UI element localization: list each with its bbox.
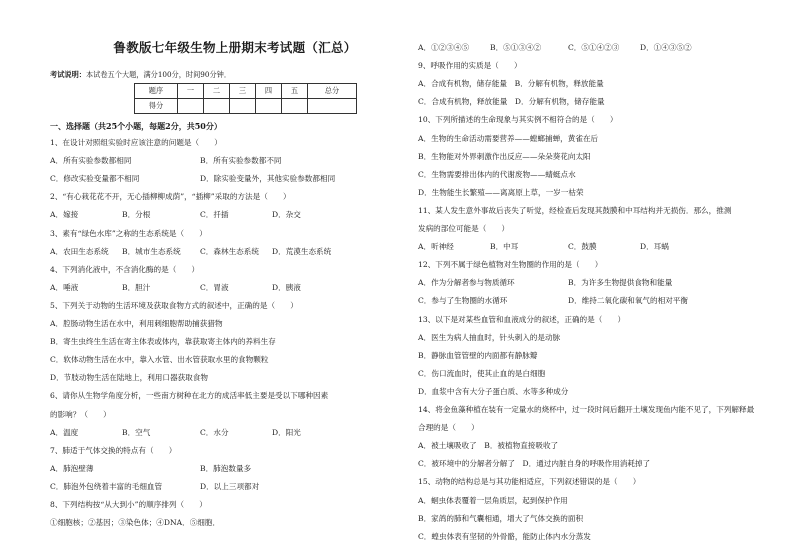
question-text: ①细胞核；②基因；③染色体；④DNA．⑤细胞． [50, 518, 221, 528]
answer-option[interactable]: B．为许多生物提供食物和能量 [568, 278, 673, 288]
question-text: 6、请你从生物学角度分析，一些南方树种在北方的成活率低主要是受以下哪种因素 [50, 391, 329, 401]
answer-option[interactable]: A．腔肠动物生活在水中，利用刺细胞帮助捕获猎物 [50, 319, 223, 328]
score-cell[interactable] [178, 99, 204, 114]
question-text: 2、“有心栽花花不开，无心插柳柳成荫”，“插柳”采取的方法是（ ） [50, 192, 291, 202]
section-heading: 一、选择题（共25个小题，每题2分，共50分） [50, 121, 222, 131]
question-text: 8、下列结构按“从大到小”的顺序排列（ ） [50, 500, 207, 509]
answer-option[interactable]: C．合成有机物，释放能量 D．分解有机物，储存能量 [418, 97, 605, 107]
score-header-cell: 四 [256, 84, 282, 99]
answer-option[interactable]: B．分根 [122, 210, 151, 220]
answer-option[interactable]: A．农田生态系统 [50, 246, 109, 256]
score-header-cell: 总分 [308, 84, 357, 99]
answer-option[interactable]: C．胃液 [200, 282, 229, 292]
answer-option[interactable]: D．以上三项都对 [200, 481, 260, 491]
answer-option[interactable]: D．除实验变量外，其他实验参数都相同 [200, 174, 336, 184]
score-cell[interactable] [204, 99, 230, 114]
answer-option[interactable]: C．肺泡外包绕着丰富的毛细血管 [50, 481, 163, 491]
question-text: 5、下列关于动物的生活环境及获取食物方式的叙述中，正确的是（ ） [50, 300, 298, 310]
question-text: 10、下列所描述的生命现象与其实例不相符合的是（ ） [418, 115, 618, 125]
score-table-score-row [135, 99, 357, 114]
answer-option[interactable]: C．伤口流血时，使其止血的是白细胞 [418, 368, 546, 378]
question-text: 7、肺适于气体交换的特点有（ ） [50, 445, 177, 455]
score-header-cell: 二 [204, 84, 230, 99]
question-text: 11、某人发生意外事故后丧失了听觉，经检查后发现其鼓膜和中耳结构并无损伤．那么，推测 [418, 205, 732, 215]
score-table-header-row [135, 84, 357, 99]
answer-option[interactable]: A．医生为病人抽血时，针头刺入的是动脉 [418, 332, 561, 342]
question-text: 合理的是（ ） [418, 423, 479, 433]
answer-option[interactable]: D．胰液 [272, 282, 301, 292]
answer-option[interactable]: B．胆汁 [122, 282, 151, 292]
answer-option[interactable]: B．⑤①③④② [490, 43, 542, 52]
exam-note [50, 70, 231, 80]
answer-option[interactable]: A．被土壤吸收了 B．被植物直接吸收了 [418, 441, 559, 451]
answer-option[interactable]: C．蝗虫体表有坚韧的外骨骼，能防止体内水分蒸发 [418, 531, 591, 541]
exam-note-label: 考试说明： [50, 70, 86, 79]
answer-option[interactable]: B．城市生态系统 [122, 246, 181, 256]
answer-option[interactable]: D．耳蜗 [640, 242, 669, 252]
question-text: 13、以下是对某些血管和血液成分的叙述，正确的是（ ） [418, 314, 626, 324]
answer-option[interactable]: B．生物能对外界刺激作出反应——朵朵葵花向太阳 [418, 151, 591, 161]
score-cell[interactable] [308, 99, 357, 114]
answer-option[interactable]: A．所有实验参数都相同 [50, 156, 132, 166]
score-header-cell: 题序 [135, 84, 178, 99]
answer-option[interactable]: A．听神经 [418, 242, 454, 252]
answer-option[interactable]: C．水分 [200, 427, 229, 437]
answer-option[interactable]: C．鼓膜 [568, 242, 597, 252]
answer-option[interactable]: B．家鸽的肺和气囊相通，增大了气体交换的面积 [418, 513, 584, 523]
answer-option[interactable]: B．中耳 [490, 242, 519, 252]
answer-option[interactable]: A．温度 [50, 427, 79, 437]
score-header-cell: 五 [282, 84, 308, 99]
answer-option[interactable]: D．杂交 [272, 210, 301, 220]
answer-option[interactable]: B．寄生虫终生生活在寄主体表或体内，靠获取寄主体内的养料生存 [50, 337, 276, 347]
answer-option[interactable]: C．修改实验变量都不相同 [50, 174, 140, 184]
score-cell[interactable] [230, 99, 256, 114]
answer-option[interactable]: A．嫁接 [50, 210, 79, 220]
answer-option[interactable]: D．维持二氧化碳和氧气的相对平衡 [568, 296, 688, 306]
answer-option[interactable]: C．生物需要排出体内的代谢废物——蜻蜓点水 [418, 169, 576, 179]
answer-option[interactable]: C．森林生态系统 [200, 246, 259, 256]
question-text: 发病的部位可能是（ ） [418, 224, 510, 233]
question-text: 1、在设计对照组实验时应该注意的问题是（ ） [50, 138, 222, 147]
answer-option[interactable]: D．血浆中含有大分子蛋白质、水等多种成分 [418, 386, 569, 396]
answer-option[interactable]: D．生物能生长繁殖——离离原上草，一岁一枯荣 [418, 187, 584, 197]
answer-option[interactable]: A．作为分解者参与物质循环 [418, 278, 515, 288]
answer-option[interactable]: C．⑤①④②③ [568, 43, 620, 52]
exam-note-text: 本试卷五个大题，满分100分，时间90分钟． [85, 70, 232, 79]
page-title: 鲁教版七年级生物上册期末考试题（汇总） [113, 40, 357, 55]
answer-option[interactable]: B．肺泡数量多 [200, 463, 252, 473]
question-text: 9、呼吸作用的实质是（ ） [418, 61, 522, 71]
question-text: 12、下列不属于绿色植物对生物圈的作用的是（ ） [418, 260, 603, 270]
answer-option[interactable]: A．蛔虫体表覆着一层角质层，起到保护作用 [418, 495, 568, 505]
score-cell[interactable] [256, 99, 282, 114]
question-text: 14、将金鱼藻种植在装有一定量水的烧杯中，过一段时间后翻开土壤发现鱼内能不见了，下列解释最 [418, 405, 755, 414]
answer-option[interactable]: B．空气 [122, 427, 151, 437]
answer-option[interactable]: C．扦插 [200, 210, 229, 220]
answer-option[interactable]: A．①②③④⑤ [418, 43, 470, 52]
answer-option[interactable]: B．静脉血管管壁的内面都有静脉瓣 [418, 350, 538, 360]
score-header-cell: 一 [178, 84, 204, 99]
score-row-label: 得分 [135, 99, 178, 114]
answer-option[interactable]: A．肺泡壁薄 [50, 463, 94, 473]
answer-option[interactable]: C．参与了生物圈的水循环 [418, 296, 508, 306]
score-header-cell: 三 [230, 84, 256, 99]
question-text: 3、素有“绿色水库”之称的生态系统是（ ） [50, 228, 207, 238]
answer-option[interactable]: D．节肢动物生活在陆地上，利用口器获取食物 [50, 373, 208, 383]
answer-option[interactable]: A．唾液 [50, 282, 79, 292]
answer-option[interactable]: C．被环境中的分解者分解了 D．通过内脏自身的呼吸作用消耗掉了 [418, 459, 651, 469]
answer-option[interactable]: A．合成有机物，储存能量 B．分解有机物，释放能量 [418, 79, 604, 89]
answer-option[interactable]: D．阳光 [272, 427, 301, 437]
question-text: 15、动物的结构总是与其功能相适应，下列叙述错误的是（ ） [418, 477, 641, 487]
answer-option[interactable]: D．①④③⑤② [640, 43, 692, 52]
score-cell[interactable] [282, 99, 308, 114]
answer-option[interactable]: C．软体动物生活在水中，靠入水管、出水管获取水里的食物颗粒 [50, 355, 269, 365]
question-text: 4、下列消化液中，不含消化酶的是（ ） [50, 264, 200, 274]
answer-option[interactable]: A．生物的生命活动需要营养——螳螂捕蝉，黄雀在后 [418, 133, 599, 143]
answer-option[interactable]: B．所有实验参数都不同 [200, 156, 282, 166]
answer-option[interactable]: D．荒漠生态系统 [272, 246, 332, 256]
question-text: 的影响？（ ） [50, 409, 111, 419]
score-table [134, 83, 357, 114]
